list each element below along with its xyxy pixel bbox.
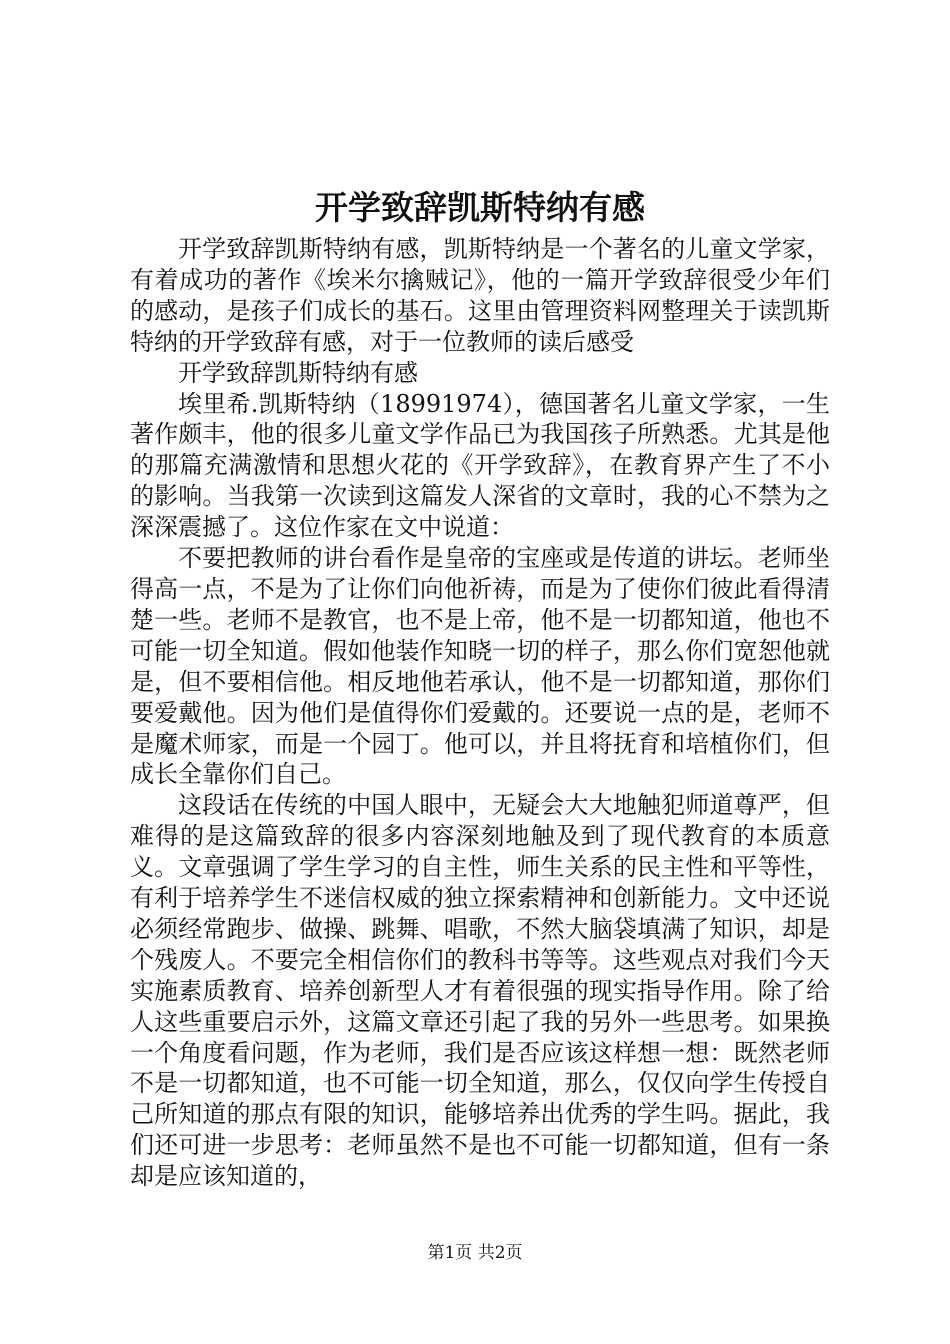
paragraph-quote: 不要把教师的讲台看作是皇帝的宝座或是传道的讲坛。老师坐得高一点，不是为了让你们向他祈祷，而是为了使你们彼此看得清楚一些。老师不是教官，也不是上帝，他不是一切都知道，他也不可能一切全知道。假如他装作知晓一切的样子，那么你们宽恕他就是，但不要相信他。相反地他若承认，他不是一切都知道，那你们要爱戴他。因为他们是值得你们爱戴的。还要说一点的是，老师不是魔术师家，而是一个园丁。他可以，并且将抚育和培植你们，但成长全靠你们自己。	[130, 544, 830, 789]
page-title: 开学致辞凯斯特纳有感	[315, 188, 645, 227]
paragraph-subtitle: 开学致辞凯斯特纳有感	[178, 358, 418, 387]
document-page	[130, 0, 830, 1344]
page-footer: 第1页 共2页	[427, 1243, 523, 1263]
paragraph-intro: 开学致辞凯斯特纳有感，凯斯特纳是一个著名的儿童文学家，有着成功的著作《埃米尔擒贼记》，他的一篇开学致辞很受少年们的感动，是孩子们成长的基石。这里由管理资料网整理关于读凯斯特纳的开学致辞有感，对于一位教师的读后感受	[130, 235, 830, 356]
paragraph-reflection: 这段话在传统的中国人眼中，无疑会大大地触犯师道尊严，但难得的是这篇致辞的很多内容深刻地触及到了现代教育的本质意义。文章强调了学生学习的自主性，师生关系的民主性和平等性，有利于培养学生不迷信权威的独立探索精神和创新能力。文中还说必须经常跑步、做操、跳舞、唱歌，不然大脑袋填满了知识，却是个残废人。不要完全相信你们的教科书等等。这些观点对我们今天实施素质教育、培养创新型人才有着很强的现实指导作用。除了给人这些重要启示外，这篇文章还引起了我的另外一些思考。如果换一个角度看问题，作为老师，我们是否应该这样想一想：既然老师不是一切都知道，也不可能一切全知道，那么，仅仅向学生传授自己所知道的那点有限的知识，能够培养出优秀的学生吗。据此，我们还可进一步思考：老师虽然不是也不可能一切都知道，但有一条却是应该知道的，	[130, 791, 830, 1191]
document-body	[130, 234, 830, 1192]
paragraph-author-bio: 埃里希.凯斯特纳（18991974），德国著名儿童文学家，一生著作颇丰，他的很多儿童文学作品已为我国孩子所熟悉。尤其是他的那篇充满激情和思想火花的《开学致辞》，在教育界产生了不小的影响。当我第一次读到这篇发人深省的文章时，我的心不禁为之深深震撼了。这位作家在文中说道：	[130, 389, 830, 542]
